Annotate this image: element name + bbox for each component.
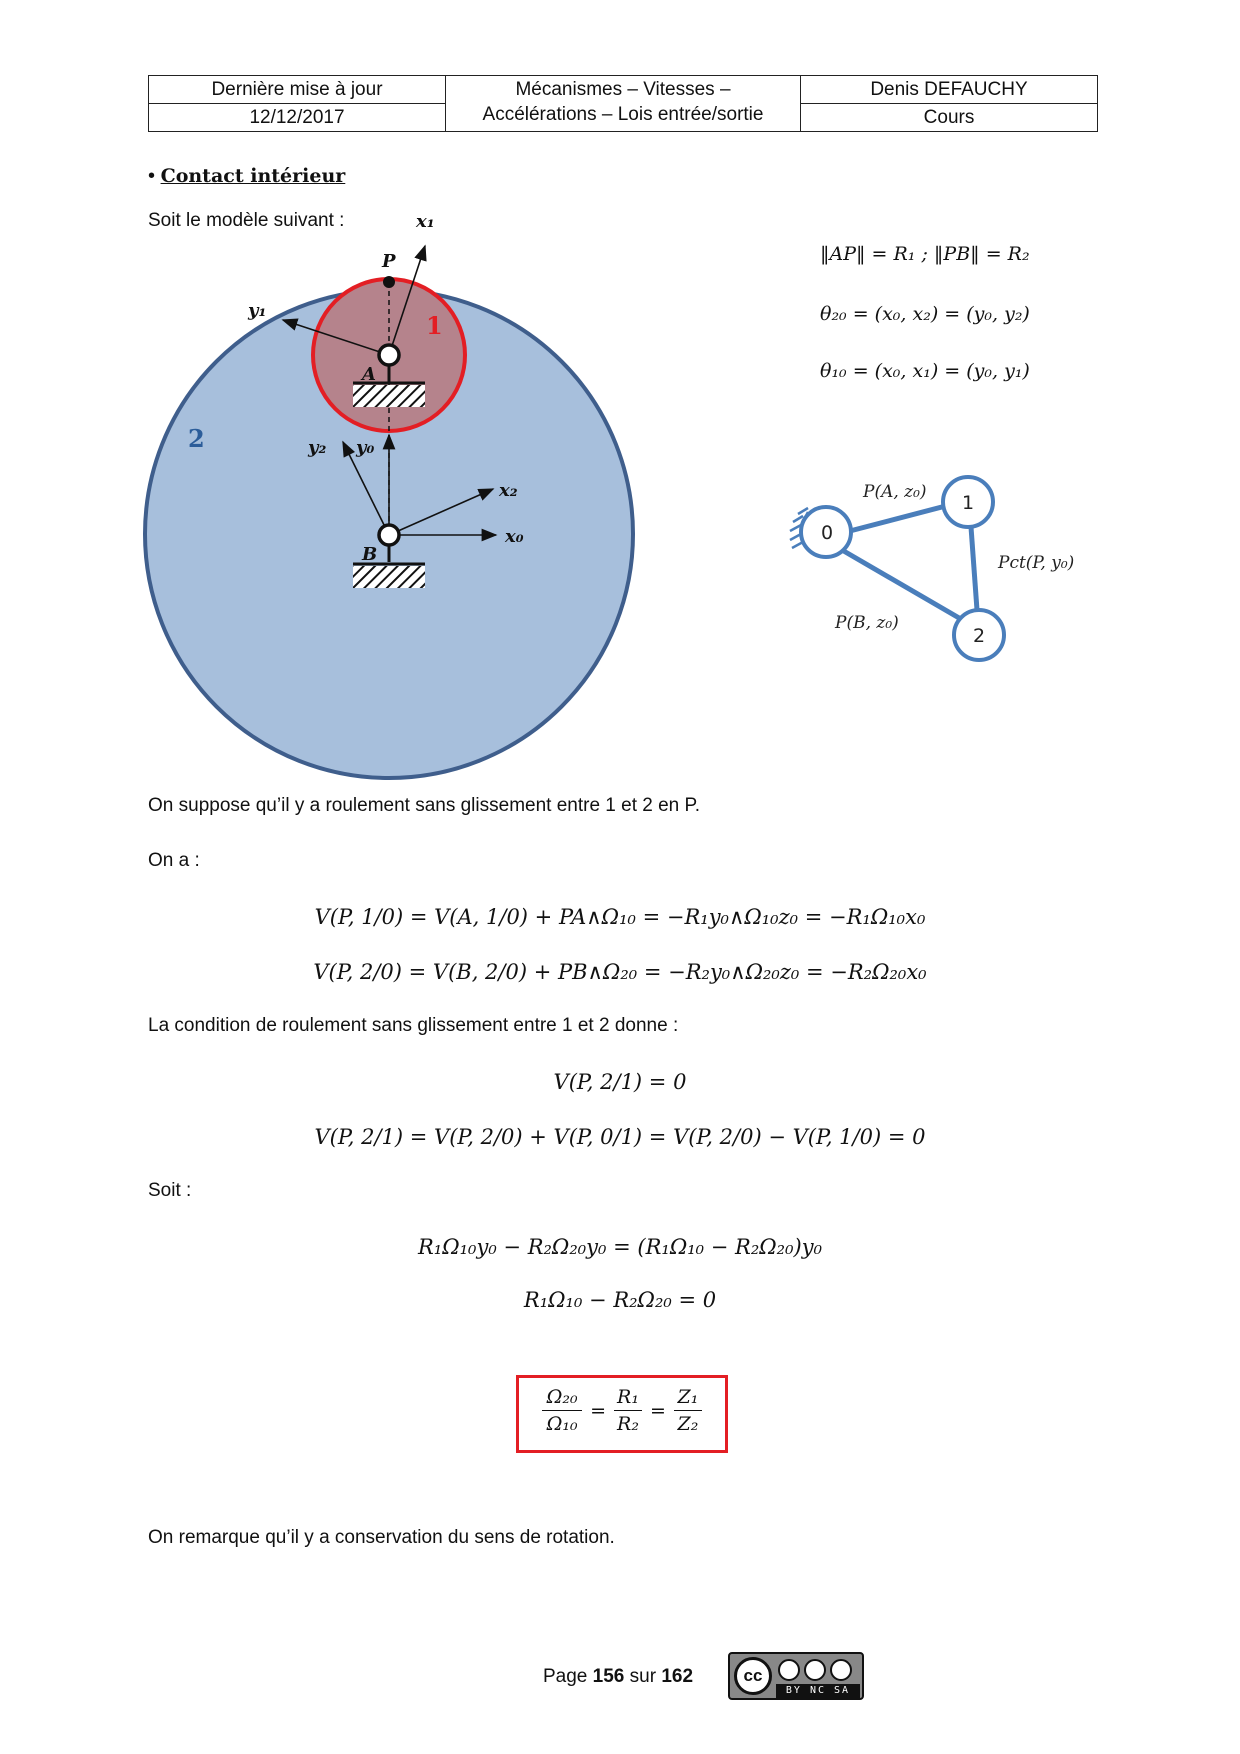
remark-text: On remarque qu’il y a conservation du sens de rotation. xyxy=(148,1527,615,1548)
label-body-1: 1 xyxy=(426,311,443,340)
r1: R₁ xyxy=(617,1386,639,1408)
label-a: A xyxy=(362,364,376,385)
label-body-2: 2 xyxy=(188,424,205,453)
soit-text: Soit : xyxy=(148,1180,192,1201)
label-y0: y₀ xyxy=(356,437,375,458)
label-x1: x₁ xyxy=(416,211,435,232)
page-sep: sur xyxy=(629,1666,657,1687)
by-icon xyxy=(778,1659,800,1681)
page-number xyxy=(543,1666,693,1688)
sa-icon xyxy=(830,1659,852,1681)
link-02-label: P(B, z₀) xyxy=(835,613,899,633)
label-y1: y₁ xyxy=(248,300,267,321)
header-title-line2: Accélérations – Lois entrée/sortie xyxy=(446,104,801,132)
z2: Z₂ xyxy=(677,1413,699,1435)
header-last-update-label: Dernière mise à jour xyxy=(149,76,446,104)
point-p xyxy=(383,276,395,288)
equation-vp10: V(P, 1/0) = V(A, 1/0) + PA∧Ω₁₀ = −R₁y₀∧Ω₁₀z₀ = −R₁Ω₁₀x₀ xyxy=(314,905,926,929)
header-date: 12/12/2017 xyxy=(149,104,446,132)
r2: R₂ xyxy=(617,1413,639,1435)
label-p: P xyxy=(382,251,396,272)
z1: Z₁ xyxy=(677,1386,699,1408)
ground-b xyxy=(353,566,425,588)
edge-1-2 xyxy=(971,527,977,610)
nc-icon xyxy=(804,1659,826,1681)
def-norms: ‖AP‖ = R₁ ; ‖PB‖ = R₂ xyxy=(820,243,1030,265)
cc-icon: cc xyxy=(734,1657,772,1695)
header-table xyxy=(148,75,1098,132)
header-doc-type: Cours xyxy=(801,104,1098,132)
equation-combined: R₁Ω₁₀y₀ − R₂Ω₂₀y₀ = (R₁Ω₁₀ − R₂Ω₂₀)y₀ xyxy=(418,1235,822,1259)
suppose-text: On suppose qu’il y a roulement sans glissement entre 1 et 2 en P. xyxy=(148,795,701,816)
label-x0: x₀ xyxy=(505,526,524,547)
bullet: • xyxy=(148,165,156,187)
pivot-a xyxy=(379,345,399,365)
page-current: 156 xyxy=(592,1666,625,1687)
fraction-omega xyxy=(542,1386,582,1435)
def-theta10: θ₁₀ = (x₀, x₁) = (y₀, y₁) xyxy=(820,360,1030,382)
def-theta20: θ₂₀ = (x₀, x₂) = (y₀, y₂) xyxy=(820,303,1030,325)
equation-vp21-zero: V(P, 2/1) = 0 xyxy=(553,1070,687,1094)
node-0-label: 0 xyxy=(820,522,834,544)
omega20: Ω₂₀ xyxy=(546,1386,578,1408)
equation-relation: R₁Ω₁₀ − R₂Ω₂₀ = 0 xyxy=(523,1288,717,1312)
omega10: Ω₁₀ xyxy=(546,1413,578,1435)
link-01-label: P(A, z₀) xyxy=(863,482,927,502)
page-prefix: Page xyxy=(543,1666,588,1687)
page-total: 162 xyxy=(661,1666,694,1687)
header-author: Denis DEFAUCHY xyxy=(801,76,1098,104)
condition-text: La condition de roulement sans glissement entre 1 et 2 donne : xyxy=(148,1015,679,1036)
intro-text: Soit le modèle suivant : xyxy=(148,210,345,231)
cc-license-badge xyxy=(728,1652,864,1700)
header-title-line1: Mécanismes – Vitesses – xyxy=(446,76,801,104)
mechanism-figure xyxy=(130,210,670,790)
result-box: Ω₂₀ Ω₁₀ = R₁ R₂ = Z₁ Z₂ xyxy=(516,1375,728,1453)
section-title: Contact intérieur xyxy=(160,165,346,187)
label-x2: x₂ xyxy=(499,480,518,501)
pivot-b xyxy=(379,525,399,545)
node-1-label: 1 xyxy=(961,492,975,514)
equation-vp20: V(P, 2/0) = V(B, 2/0) + PB∧Ω₂₀ = −R₂y₀∧Ω₂₀z₀ = −R₂Ω₂₀x₀ xyxy=(313,960,927,984)
node-2-label: 2 xyxy=(972,625,986,647)
label-y2: y₂ xyxy=(308,437,327,458)
fraction-teeth xyxy=(674,1386,702,1435)
license-text: BY NC SA xyxy=(776,1684,860,1698)
label-b: B xyxy=(362,544,378,565)
link-12-label: Pct(P, y₀) xyxy=(998,553,1075,573)
equation-vp21-decomp: V(P, 2/1) = V(P, 2/0) + V(P, 0/1) = V(P, 2/0) − V(P, 1/0) = 0 xyxy=(314,1125,926,1149)
ground-a xyxy=(353,385,425,407)
on-a-text: On a : xyxy=(148,850,200,871)
fraction-radius xyxy=(614,1386,642,1435)
edge-0-2 xyxy=(842,550,966,622)
section-heading xyxy=(148,165,345,188)
liaison-graph xyxy=(770,470,1100,690)
